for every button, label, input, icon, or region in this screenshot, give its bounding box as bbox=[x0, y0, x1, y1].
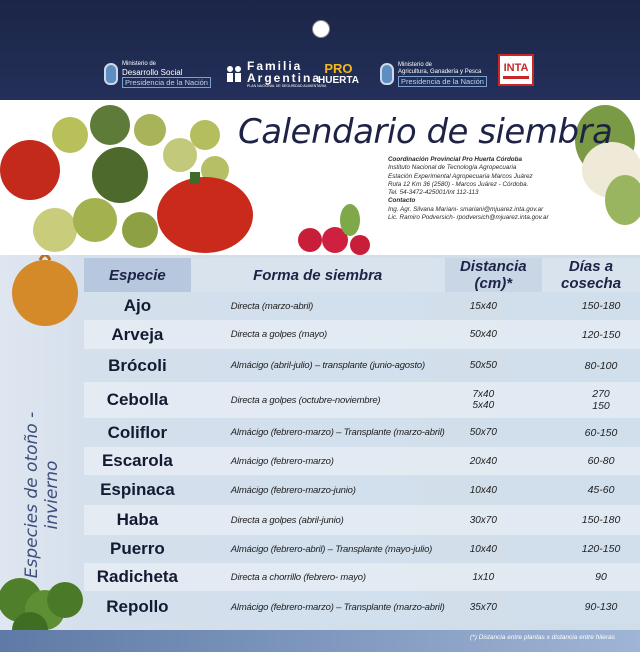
table-row bbox=[84, 382, 640, 418]
contact-line: Ruta 12 Km 36 (2580) - Marcos Juárez - Córdoba. bbox=[388, 180, 529, 188]
header-method: Forma de siembra bbox=[191, 258, 445, 292]
table-row bbox=[84, 535, 640, 563]
familia-title-2: Argentina bbox=[247, 70, 322, 85]
table-header-row bbox=[84, 258, 640, 292]
harvest-days: 120-150 bbox=[542, 535, 640, 563]
distance: 30x70 bbox=[445, 505, 542, 535]
distance: 35x70 bbox=[445, 591, 542, 623]
species-name: Puerro bbox=[84, 535, 191, 563]
distance: 50x70 bbox=[445, 418, 542, 447]
ministry-label: Ministerio de bbox=[398, 61, 433, 68]
sowing-method: Almácigo (febrero-marzo) – Transplante (marzo-abril) bbox=[191, 418, 445, 447]
harvest-days: 80-100 bbox=[542, 349, 640, 382]
contact-line: Lic. Ramiro Podversich- rpodversich@mjuarez.inta.gov.ar bbox=[388, 214, 549, 222]
prohuerta-bottom: HUERTA bbox=[318, 75, 359, 86]
species-name: Escarola bbox=[84, 447, 191, 475]
argentina-emblem-icon bbox=[380, 63, 394, 85]
sowing-table bbox=[84, 258, 640, 623]
distance: 50x40 bbox=[445, 320, 542, 349]
table-row bbox=[84, 418, 640, 447]
species-name: Cebolla bbox=[84, 382, 191, 418]
harvest-days: 150 bbox=[592, 400, 610, 412]
family-icon bbox=[224, 64, 244, 84]
table-row bbox=[84, 320, 640, 349]
sowing-method: Almácigo (febrero-abril) – Transplante (mayo-julio) bbox=[191, 535, 445, 563]
harvest-days: 150-180 bbox=[542, 505, 640, 535]
prohuerta-logo bbox=[318, 54, 359, 94]
species-name: Radicheta bbox=[84, 563, 191, 591]
sowing-method: Almácigo (febrero-marzo-junio) bbox=[191, 475, 445, 505]
table-row bbox=[84, 591, 640, 623]
distance: 15x40 bbox=[445, 292, 542, 320]
header-distance: Distancia (cm)* bbox=[445, 258, 542, 292]
presidency-label: Presidencia de la Nación bbox=[398, 76, 487, 87]
harvest-days: 120-150 bbox=[542, 320, 640, 349]
harvest-days: 270 bbox=[592, 388, 610, 400]
familia-argentina-logo bbox=[224, 54, 326, 94]
sowing-method: Directa (marzo-abril) bbox=[191, 292, 445, 320]
agricultura-logo bbox=[380, 54, 487, 94]
ministry-name: Desarrollo Social bbox=[122, 67, 183, 77]
distance: 5x40 bbox=[472, 400, 495, 411]
distance-cell bbox=[445, 382, 542, 418]
harvest-days: 45-60 bbox=[542, 475, 640, 505]
species-name: Repollo bbox=[84, 591, 191, 623]
harvest-days: 60-150 bbox=[542, 418, 640, 447]
table-row bbox=[84, 349, 640, 382]
sowing-method: Almácigo (febrero-marzo) – Transplante (marzo-abril) bbox=[191, 591, 445, 623]
sowing-method: Directa a golpes (octubre-noviembre) bbox=[191, 382, 445, 418]
species-name: Arveja bbox=[84, 320, 191, 349]
inta-logo bbox=[498, 54, 534, 86]
sowing-method: Almácigo (febrero-marzo) bbox=[191, 447, 445, 475]
header-days: Días a cosecha bbox=[542, 258, 640, 292]
argentina-emblem-icon bbox=[104, 63, 118, 85]
distance: 10x40 bbox=[445, 475, 542, 505]
distance: 20x40 bbox=[445, 447, 542, 475]
ministry-label: Ministerio de bbox=[122, 60, 157, 67]
distance: 1x10 bbox=[445, 563, 542, 591]
sowing-method: Directa a golpes (mayo) bbox=[191, 320, 445, 349]
sowing-method: Almácigo (abril-julio) – transplante (junio-agosto) bbox=[191, 349, 445, 382]
species-name: Brócoli bbox=[84, 349, 191, 382]
harvest-days: 60-80 bbox=[542, 447, 640, 475]
hanging-hole bbox=[312, 20, 330, 38]
contact-heading: Contacto bbox=[388, 197, 416, 205]
inta-label: INTA bbox=[503, 61, 529, 74]
species-name: Espinaca bbox=[84, 475, 191, 505]
contact-line: Coordinación Provincial Pro Huerta Córdoba bbox=[388, 156, 523, 163]
distance: 7x40 bbox=[472, 389, 495, 400]
harvest-days: 150-180 bbox=[542, 292, 640, 320]
contact-line: Estación Experimental Agropecuaria Marcos Juárez bbox=[388, 172, 533, 180]
harvest-days-cell bbox=[542, 382, 640, 418]
table-row bbox=[84, 292, 640, 320]
table-row bbox=[84, 563, 640, 591]
familia-title: Familia bbox=[247, 58, 303, 73]
desarrollo-social-logo bbox=[104, 54, 211, 94]
contact-line: Ing. Agr. Silvana Mariani- smariani@mjuarez.inta.gov.ar bbox=[388, 205, 544, 213]
sowing-method: Directa a chorrillo (febrero- mayo) bbox=[191, 563, 445, 591]
prohuerta-top: PRO bbox=[324, 61, 353, 76]
table-row bbox=[84, 475, 640, 505]
sowing-method: Directa a golpes (abril-junio) bbox=[191, 505, 445, 535]
familia-subtitle: PLAN NACIONAL DE SEGURIDAD ALIMENTARIA bbox=[247, 83, 327, 88]
distance: 50x50 bbox=[445, 349, 542, 382]
footnote: (*) Distancia entre plantas x distancia entre hileras bbox=[470, 634, 615, 641]
harvest-days: 90 bbox=[542, 563, 640, 591]
contact-info bbox=[388, 156, 588, 222]
ministry-name: Agricultura, Ganadería y Pesca bbox=[398, 68, 482, 75]
species-name: Coliflor bbox=[84, 418, 191, 447]
header-species: Especie bbox=[84, 258, 191, 292]
distance: 10x40 bbox=[445, 535, 542, 563]
table-row bbox=[84, 505, 640, 535]
species-name: Haba bbox=[84, 505, 191, 535]
season-label: Especies de otoño - invierno bbox=[22, 411, 62, 579]
contact-line: Instituto Nacional de Tecnología Agropecuaria bbox=[388, 164, 517, 172]
page-title: Calendario de siembra bbox=[238, 112, 613, 152]
contact-line: Tel. 54-3472-425001/Int 112-113 bbox=[388, 189, 479, 197]
inta-underline bbox=[503, 76, 529, 79]
presidency-label: Presidencia de la Nación bbox=[122, 77, 211, 88]
table-row bbox=[84, 447, 640, 475]
harvest-days: 90-130 bbox=[542, 591, 640, 623]
species-name: Ajo bbox=[84, 292, 191, 320]
